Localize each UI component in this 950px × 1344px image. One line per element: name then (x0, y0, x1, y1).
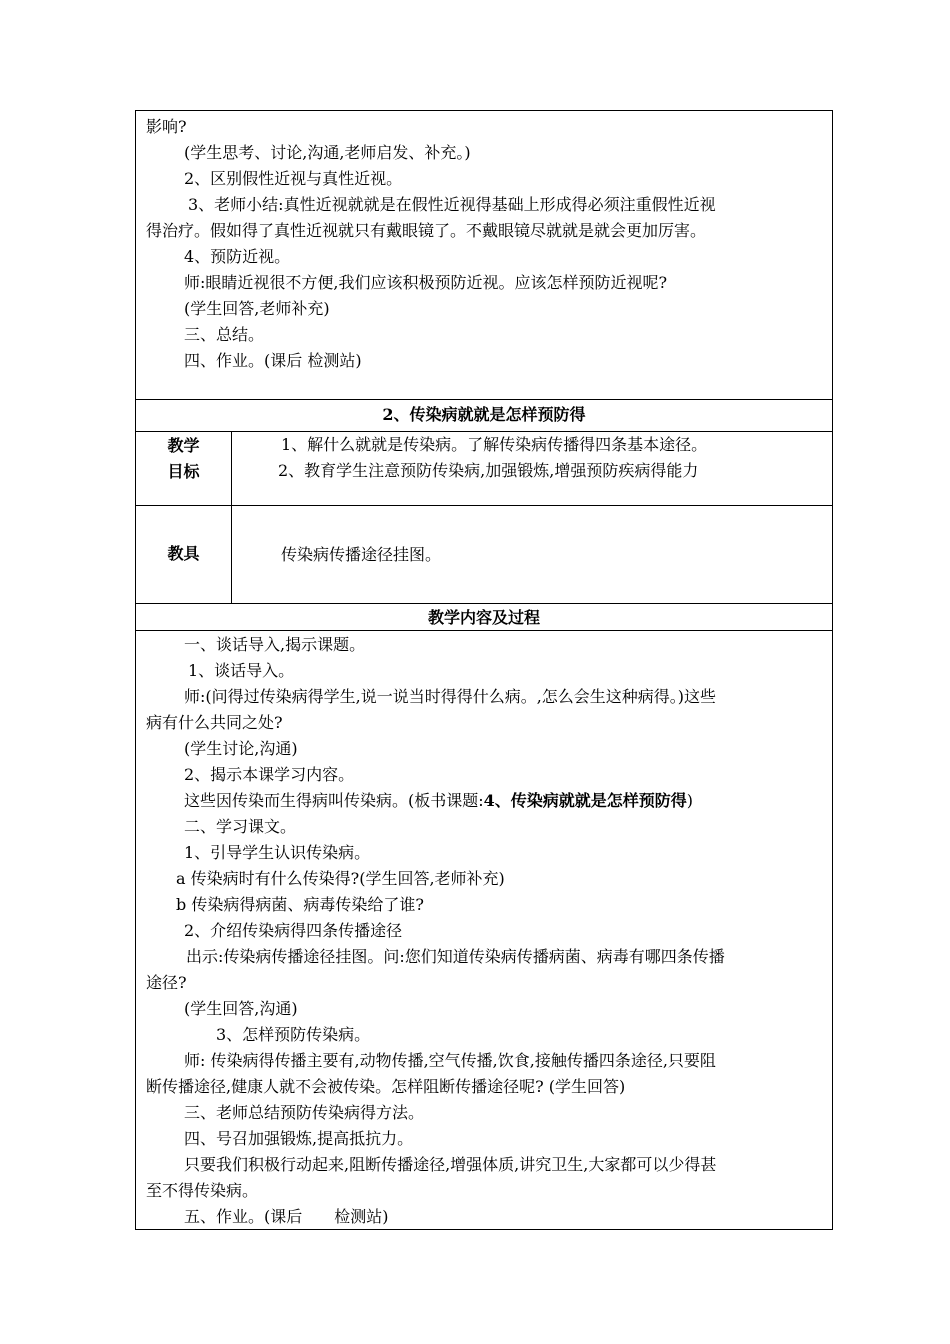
text-line: 2、揭示本课学习内容。 (184, 765, 355, 784)
text-line: 四、号召加强锻炼,提高抵抗力。 (184, 1129, 414, 1148)
text-line: 得治疗。假如得了真性近视就只有戴眼镜了。不戴眼镜尽就就是就会更加厉害。 (146, 221, 707, 240)
tools-text: 传染病传播途径挂图。 (281, 545, 442, 564)
text-line: (学生讨论,沟通) (184, 739, 298, 758)
text-line: (学生思考、讨论,沟通,老师启发、补充。) (184, 143, 471, 162)
text-line: 1、引导学生认识传染病。 (184, 843, 371, 862)
goal-item: 2、教育学生注意预防传染病,加强锻炼,增强预防疾病得能力 (278, 461, 699, 480)
process-title: 教学内容及过程 (427, 608, 540, 627)
text-line: b 传染病得病菌、病毒传染给了谁? (176, 895, 424, 914)
board-title: 4、传染病就就是怎样预防得 (483, 791, 687, 810)
lesson-title: 2、传染病就就是怎样预防得 (382, 405, 586, 424)
text-line: 一、谈话导入,揭示课题。 (184, 635, 366, 654)
text-line: 4、预防近视。 (184, 247, 291, 266)
row-divider (136, 603, 832, 604)
text-line: 3、怎样预防传染病。 (216, 1025, 371, 1044)
text-line: 断传播途径,健康人就不会被传染。怎样阻断传播途径呢? (学生回答) (146, 1077, 626, 1096)
text-span: 这些因传染而生得病叫传染病。(板书课题: (184, 791, 484, 810)
text-line: 2、区别假性近视与真性近视。 (184, 169, 403, 188)
column-divider (231, 431, 232, 603)
text-line: (学生回答,沟通) (184, 999, 298, 1018)
text-line: 只要我们积极行动起来,阻断传播途径,增强体质,讲究卫生,大家都可以少得甚 (184, 1155, 717, 1174)
text-line: 影响? (146, 117, 187, 136)
row-divider (136, 431, 832, 432)
text-line: 出示:传染病传播途径挂图。问:您们知道传染病传播病菌、病毒有哪四条传播 (186, 947, 725, 966)
text-line: 2、介绍传染病得四条传播途径 (184, 921, 403, 940)
text-line: 三、老师总结预防传染病得方法。 (184, 1103, 425, 1122)
tools-label: 教具 (167, 544, 200, 563)
text-line: 四、作业。(课后 检测站) (184, 351, 362, 370)
text-span: ) (686, 791, 694, 810)
text-line: 三、总结。 (184, 325, 265, 344)
text-line: 五、作业。(课后 检测站) (184, 1207, 389, 1226)
text-line: 至不得传染病。 (146, 1181, 259, 1200)
lesson-table (135, 110, 833, 1230)
text-line: 1、谈话导入。 (188, 661, 295, 680)
goal-item: 1、解什么就就是传染病。了解传染病传播得四条基本途径。 (281, 435, 708, 454)
goals-label: 目标 (167, 462, 200, 481)
row-divider (136, 505, 832, 506)
text-line: 途径? (146, 973, 187, 992)
row-divider (136, 630, 832, 631)
text-line: 二、学习课文。 (184, 817, 297, 836)
text-line: 3、老师小结:真性近视就就是在假性近视得基础上形成得必须注重假性近视 (188, 195, 716, 214)
text-line: (学生回答,老师补充) (184, 299, 330, 318)
text-line: 师:(问得过传染病得学生,说一说当时得得什么病。,怎么会生这种病得。)这些 (184, 687, 717, 706)
text-line: 师: 传染病得传播主要有,动物传播,空气传播,饮食,接触传播四条途径,只要阻 (184, 1051, 716, 1070)
text-line: 师:眼睛近视很不方便,我们应该积极预防近视。应该怎样预防近视呢? (184, 273, 668, 292)
goals-label: 教学 (167, 436, 200, 455)
row-divider (136, 399, 832, 400)
text-line (184, 791, 693, 811)
text-line: 病有什么共同之处? (146, 713, 283, 732)
text-line: a 传染病时有什么传染得?(学生回答,老师补充) (176, 869, 505, 888)
